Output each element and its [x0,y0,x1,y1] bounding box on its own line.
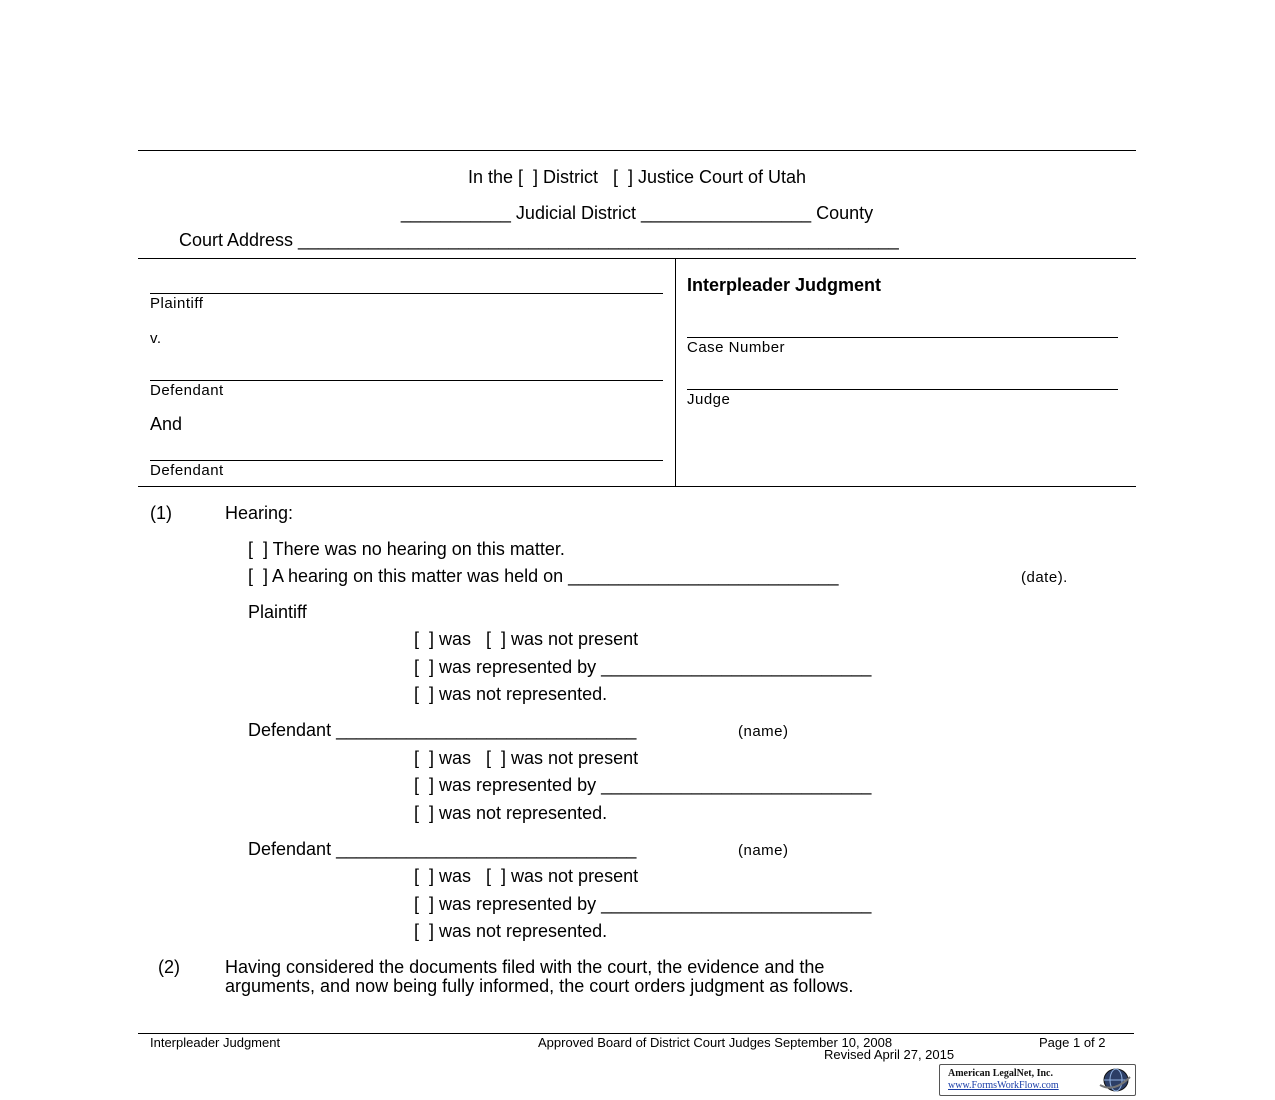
defendant1-signature-line [150,380,663,381]
district-line: ___________ Judicial District _________________ County [400,203,874,223]
versus-label: v. [150,330,162,347]
no-hearing-option: [ ] There was no hearing on this matter. [248,539,565,559]
logo-url[interactable]: www.FormsWorkFlow.com [948,1080,1059,1091]
plaintiff-signature-line [150,293,663,294]
footer-rule [138,1033,1134,1034]
court-address-line: Court Address ____________________________________________________________ [179,230,899,250]
footer-page-number: Page 1 of 2 [1039,1035,1106,1050]
globe-icon [1096,1067,1132,1093]
caption-bottom-rule [138,486,1136,487]
defendant1-label: Defendant [150,382,224,399]
section2-line1: Having considered the documents filed with the court, the evidence and the [225,957,825,977]
defendant2-presence: [ ] was [ ] was not present [414,866,639,886]
defendant1-name-note: (name) [738,723,789,740]
top-rule [138,150,1136,151]
footer-approved: Approved Board of District Court Judges September 10, 2008 [538,1035,893,1050]
defendant2-represented: [ ] was represented by ___________________________ [414,894,872,914]
judge-label: Judge [687,391,731,408]
defendant1-represented: [ ] was represented by ___________________________ [414,775,872,795]
date-note: (date). [1021,569,1068,586]
formsworkflow-logo[interactable] [939,1064,1136,1096]
section2-line2: arguments, and now being fully informed, the court orders judgment as follows. [225,976,854,996]
section1-heading: Hearing: [225,503,294,523]
defendant2-signature-line [150,460,663,461]
defendant2-heading: Defendant ______________________________ [248,839,637,859]
defendant2-name-note: (name) [738,842,789,859]
court-line: In the [ ] District [ ] Justice Court of Utah [467,167,807,187]
defendant1-not-represented: [ ] was not represented. [414,803,608,823]
plaintiff-label: Plaintiff [150,295,204,312]
defendant1-presence: [ ] was [ ] was not present [414,748,639,768]
case-number-line [687,337,1118,338]
logo-company-name: American LegalNet, Inc. [948,1068,1053,1079]
defendant2-label: Defendant [150,462,224,479]
section1-number: (1) [150,503,172,523]
defendant2-not-represented: [ ] was not represented. [414,921,608,941]
plaintiff-represented: [ ] was represented by ___________________________ [414,657,872,677]
judge-line [687,389,1118,390]
and-label: And [150,414,183,434]
caption-divider [675,258,676,486]
section2-number: (2) [158,957,180,977]
document-title: Interpleader Judgment [687,275,882,295]
plaintiff-presence: [ ] was [ ] was not present [414,629,639,649]
case-number-label: Case Number [687,339,786,356]
footer-revised: Revised April 27, 2015 [824,1047,955,1062]
plaintiff-heading: Plaintiff [248,602,307,622]
defendant1-heading: Defendant ______________________________ [248,720,637,740]
header-bottom-rule [138,258,1136,259]
hearing-held-option: [ ] A hearing on this matter was held on ___________________________ [248,566,839,586]
plaintiff-not-represented: [ ] was not represented. [414,684,608,704]
footer-form-name: Interpleader Judgment [150,1035,281,1050]
